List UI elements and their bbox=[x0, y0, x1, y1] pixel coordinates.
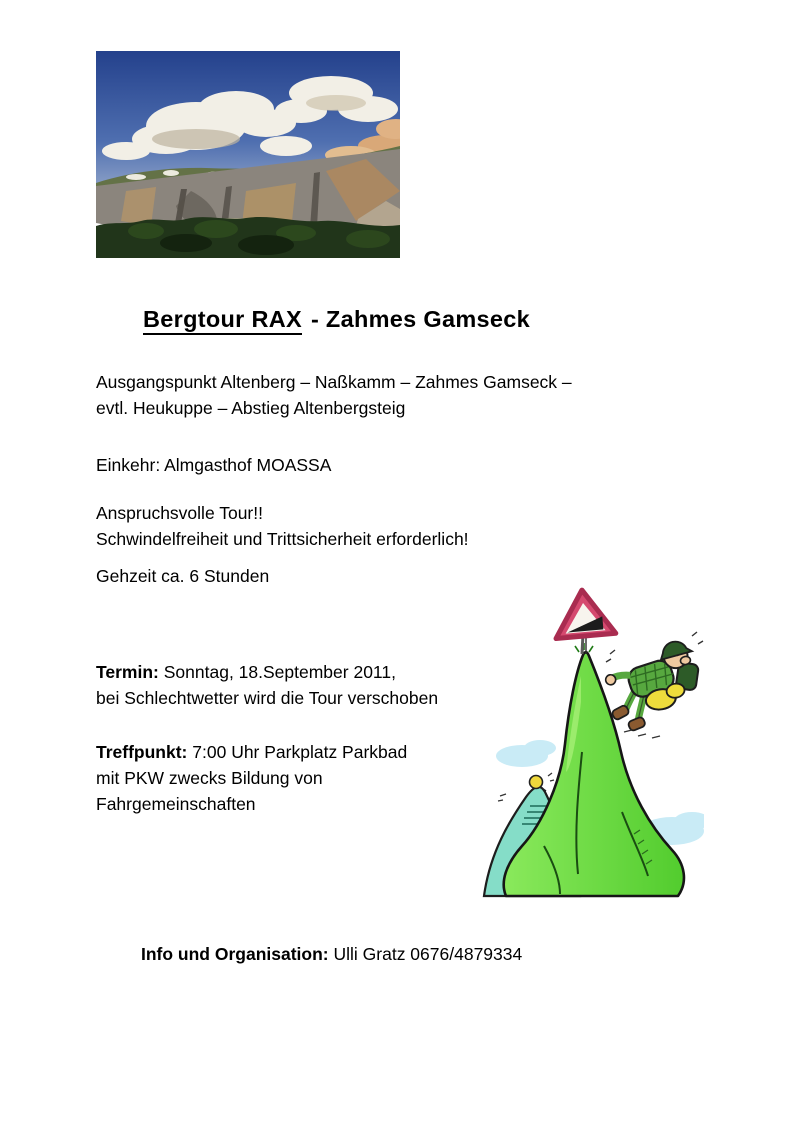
tour-warning bbox=[96, 500, 469, 552]
treffpunkt-line-2: mit PKW zwecks Bildung von bbox=[96, 768, 323, 788]
mountain-photo-graphic bbox=[96, 51, 400, 258]
duration-line: Gehzeit ca. 6 Stunden bbox=[96, 566, 270, 586]
page-title bbox=[143, 304, 530, 334]
route-line-2: evtl. Heukuppe – Abstieg Altenbergsteig bbox=[96, 398, 406, 418]
tour-warning-line-2: Schwindelfreiheit und Trittsicherheit erforderlich! bbox=[96, 529, 469, 549]
contact-value: Ulli Gratz 0676/4879334 bbox=[333, 944, 523, 964]
route-line-1: Ausgangspunkt Altenberg – Naßkamm – Zahmes Gamseck – bbox=[96, 372, 572, 392]
treffpunkt-value: 7:00 Uhr Parkplatz Parkbad bbox=[192, 742, 408, 762]
contact-label: Info und Organisation: bbox=[141, 944, 329, 964]
steep-gradient-warning-sign-icon bbox=[552, 587, 616, 638]
termin-line-1 bbox=[96, 659, 438, 685]
treffpunkt-label: Treffpunkt: bbox=[96, 742, 188, 762]
hiker-figure bbox=[601, 632, 704, 738]
page-title-underlined: Bergtour RAX bbox=[143, 306, 302, 335]
summit-grass bbox=[575, 643, 593, 652]
termin-line-2: bei Schlechtwetter wird die Tour verschoben bbox=[96, 688, 439, 708]
termin-label: Termin: bbox=[96, 662, 159, 682]
steep-peak-climber-cartoon bbox=[482, 584, 704, 898]
einkehr-line: Einkehr: Almgasthof MOASSA bbox=[96, 455, 332, 475]
termin-value: Sonntag, 18.September 2011, bbox=[163, 662, 396, 682]
treffpunkt-line-1 bbox=[96, 739, 407, 765]
treffpunkt-line-3: Fahrgemeinschaften bbox=[96, 794, 256, 814]
termin-block bbox=[96, 659, 438, 711]
rax-massif-panorama-photo bbox=[96, 51, 400, 258]
tour-warning-line-1: Anspruchsvolle Tour!! bbox=[96, 503, 263, 523]
cartoon-graphic bbox=[482, 584, 704, 898]
page-title-suffix: - Zahmes Gamseck bbox=[310, 306, 530, 332]
treffpunkt-block bbox=[96, 739, 407, 817]
contact-line bbox=[141, 941, 522, 967]
route-paragraph bbox=[96, 369, 572, 421]
